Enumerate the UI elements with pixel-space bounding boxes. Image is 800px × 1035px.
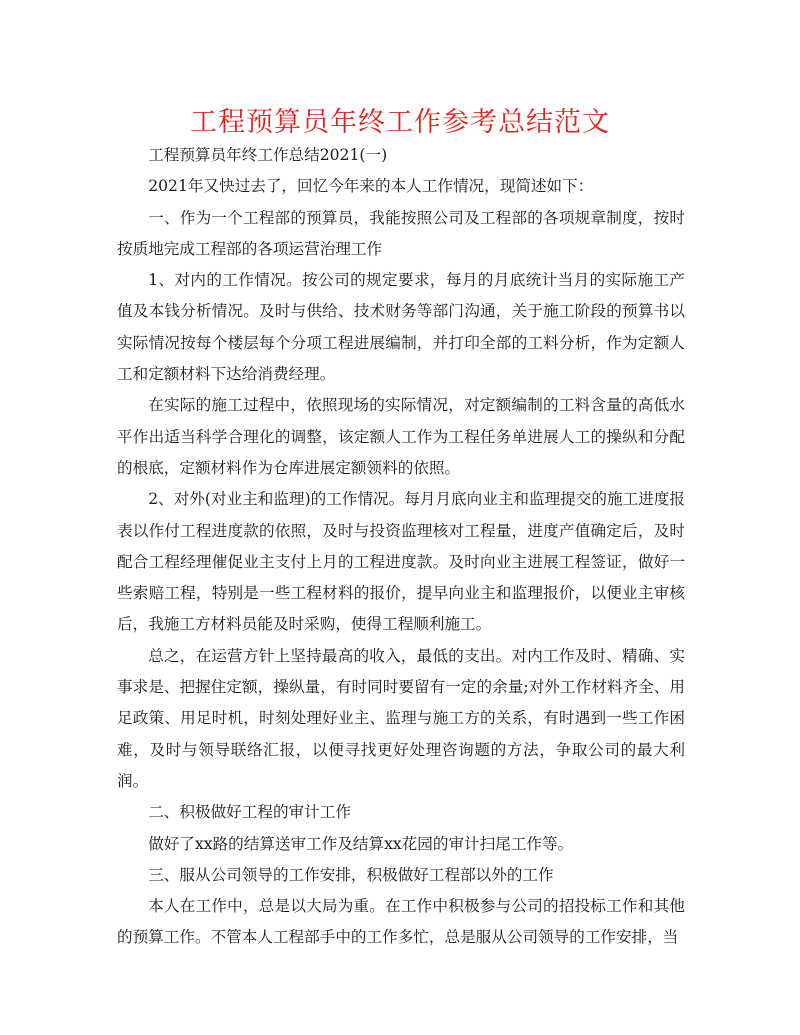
paragraph-subtitle: 工程预算员年终工作总结2021(一) [148,146,388,164]
paragraph-item-1: 1、对内的工作情况。按公司的规定要求，每月的月底统计当月的实际施工产值及本钱分析情况。及时与供给、技术财务等部门沟通，关于施工阶段的预算书以实际情况按每个楼层每个分项工程进展编制，并打印全部的工料分析，作为定额人工和定额材料下达给消费经理。 [117,271,685,384]
paragraph-section-3: 三、服从公司领导的工作安排，积极做好工程部以外的工作 [148,865,554,884]
document-title: 工程预算员年终工作参考总结范文 [190,107,610,138]
paragraph-section-2-detail: 做好了xx路的结算送审工作及结算xx花园的审计扫尾工作等。 [148,834,574,853]
paragraph-section-3-detail: 本人在工作中，总是以大局为重。在工作中积极参与公司的招投标工作和其他的预算工作。不管本人工程部手中的工作多忙，总是服从公司领导的工作安排，当 [117,897,685,947]
document-body [117,140,685,954]
paragraph-summary: 总之，在运营方针上坚持最高的收入，最低的支出。对内工作及时、精确、实事求是、把握住定额，操纵量，有时同时要留有一定的余量;对外工作材料齐全、用足政策、用足时机，时刻处理好业主、监理与施工方的关系，有时遇到一些工作困难，及时与领导联络汇报，以便寻找更好处理咨询题的方法，争取公司的最大利润。 [117,646,685,790]
paragraph-item-2: 2、对外(对业主和监理)的工作情况。每月月底向业主和监理提交的施工进度报表以作付工程进度款的依照，及时与投资监理核对工程量，进度产值确定后，及时配合工程经理催促业主支付上月的工程进度款。及时向业主进展工程签证，做好一些索赔工程，特别是一些工程材料的报价，提早向业主和监理报价，以便业主审核后，我施工方材料员能及时采购，使得工程顺利施工。 [117,490,685,634]
paragraph-section-2: 二、积极做好工程的审计工作 [148,803,351,822]
paragraph-section-1: 一、作为一个工程部的预算员，我能按照公司及工程部的各项规章制度，按时按质地完成工程部的各项运营治理工作 [117,208,685,258]
paragraph-item-1-detail: 在实际的施工过程中，依照现场的实际情况，对定额编制的工料含量的高低水平作出适当科学合理化的调整，该定额人工作为工程任务单进展人工的操纵和分配的根底，定额材料作为仓库进展定额领料的依照。 [117,396,685,477]
paragraph-intro: 2021年又快过去了，回忆今年来的本人工作情况，现简述如下： [148,177,594,196]
